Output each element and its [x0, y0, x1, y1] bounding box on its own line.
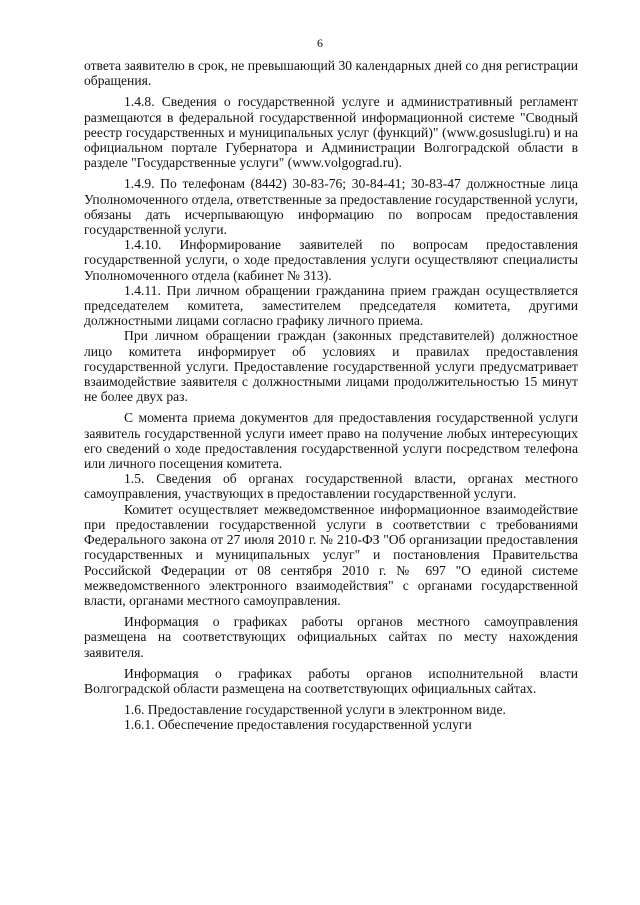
paragraph-executive-schedules: Информация о графиках работы органов исполнительной власти Волгоградской области размещена на соответствующих официальных сайтах.: [84, 665, 578, 696]
paragraph-interagency-cooperation: Комитет осуществляет межведомственное информационное взаимодействие при предоставлении государственной услуги в соответствии с требованиями Федерального закона от 27 июля 2010 г. № 210-ФЗ "Об организации предоставления государственных и муниципальных услуг" и постановления Правительства Российской Федерации от 08 сентября 2010 г. № 697 "О единой системе межведомственного электронного взаимодействия" с органами государственной власти, органами местного самоуправления.: [84, 501, 578, 608]
paragraph-1-4-11: 1.4.11. При личном обращении гражданина прием граждан осуществляется председателем комитета, заместителем председателя комитета, другими должностными лицами согласно графику личного приема.: [84, 282, 578, 329]
paragraph-1-4-8: 1.4.8. Сведения о государственной услуге и административный регламент размещаются в федеральной государственной информационной системе "Сводный реестр государственных и муниципальных услуг (функций)" (www.gosuslugi.ru) и на официальном портале Губернатора и Администрации Волгоградской области в разделе "Государственные услуги" (www.volgograd.ru).: [84, 94, 578, 171]
paragraph-1-4-9: 1.4.9. По телефонам (8442) 30-83-76; 30-84-41; 30-83-47 должностные лица Уполномоченного отдела, ответственные за предоставление государственной услуги, обязаны дать исчерпывающую информацию по вопросам предоставления государственной услуги.: [84, 176, 578, 238]
paragraph-1-5: 1.5. Сведения об органах государственной власти, органах местного самоуправления, участвующих в предоставлении государственной услуги.: [84, 471, 578, 502]
paragraph-response-deadline: ответа заявителю в срок, не превышающий 30 календарных дней со дня регистрации обращения.: [84, 58, 578, 89]
paragraph-1-4-10: 1.4.10. Информирование заявителей по вопросам предоставления государственной услуги, о ходе предоставления услуги осуществляют специалисты Уполномоченного отдела (кабинет № 313).: [84, 237, 578, 283]
paragraph-local-government-schedules: Информация о графиках работы органов местного самоуправления размещена на соответствующих официальных сайтах по месту нахождения заявителя.: [84, 614, 578, 660]
paragraph-document-reception: С момента приема документов для предоставления государственной услуги заявитель государственной услуги имеет право на получение любых интересующих его сведений о ходе предоставления государственной услуги посредством телефона или личного посещения комитета.: [84, 410, 578, 472]
paragraph-1-6: 1.6. Предоставление государственной услуги в электронном виде.: [124, 702, 506, 718]
document-body: [84, 58, 578, 733]
paragraph-personal-appeal: При личном обращении граждан (законных представителей) должностное лицо комитета информирует об условиях и правилах предоставления государственной услуги. Предоставление государственной услуги предусматривает взаимодействие заявителя с должностными лицами продолжительностью 15 минут не более двух раз.: [84, 328, 578, 405]
page-number: 6: [317, 36, 323, 50]
paragraph-1-6-1: 1.6.1. Обеспечение предоставления государственной услуги: [124, 717, 472, 733]
